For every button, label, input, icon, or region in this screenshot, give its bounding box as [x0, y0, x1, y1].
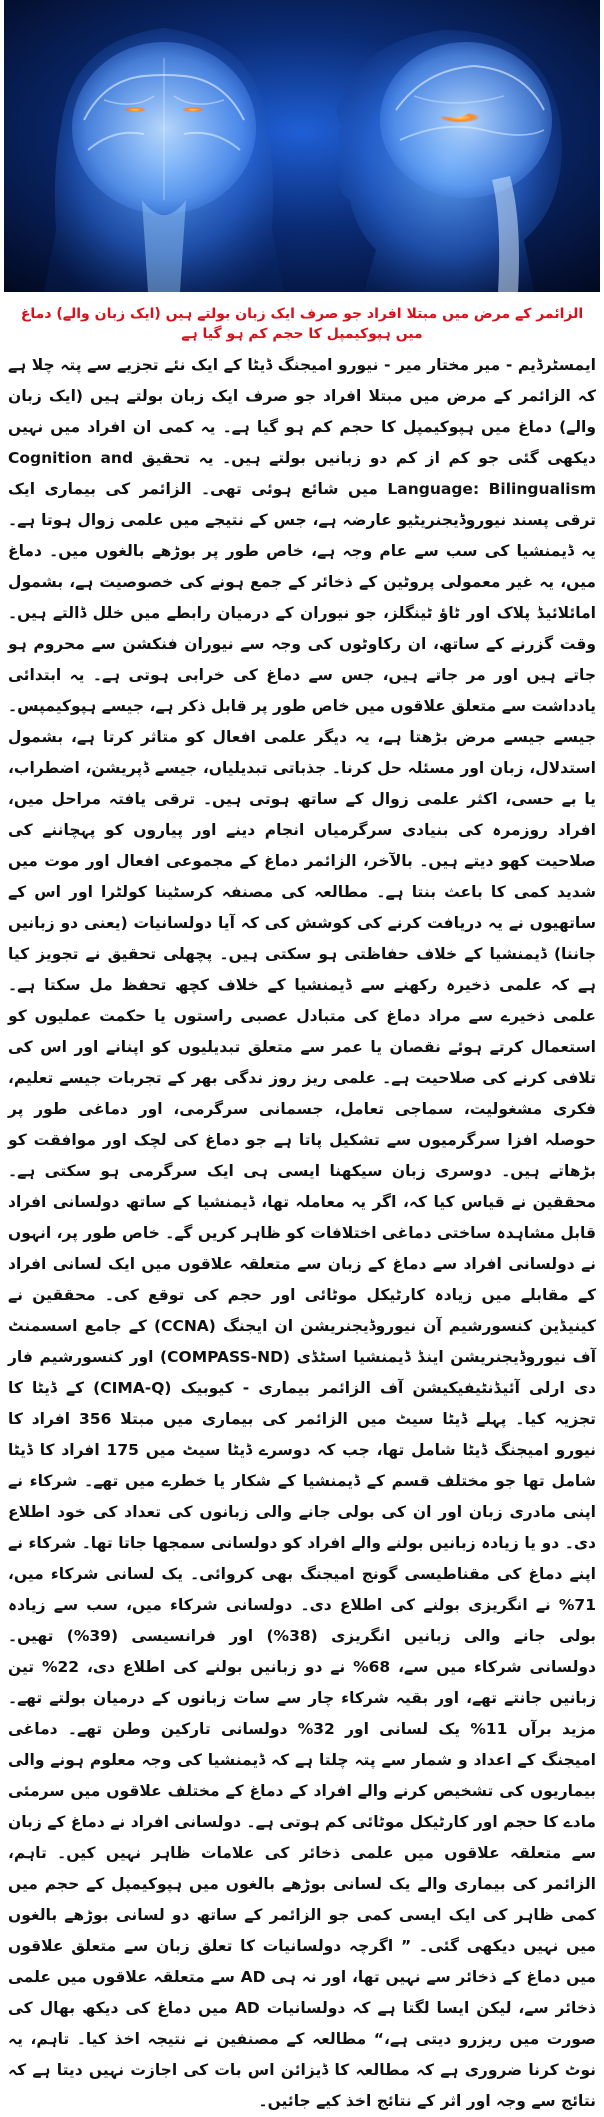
article-body — [8, 350, 597, 2110]
brain-illustration — [4, 0, 600, 292]
article-headline: الزائمر کے مرض میں مبتلا افراد جو صرف ایک زبان بولتے ہیں (ایک زبان والے) دماغ میں ہپوکیمپل کا حجم کم ہو گیا ہے — [20, 306, 584, 342]
brain-illustration-graphic — [4, 0, 600, 292]
article-body-text: ایمسٹرڈیم - میر مختار میر - نیورو امیجنگ ڈیٹا کے ایک نئے تجزیے سے پتہ چلا ہے کہ الزائمر کے مرض میں مبتلا افراد جو صرف ایک زبان بولتے ہیں (ایک زبان والے) دماغ میں ہپوکیمپل کا حجم کم ہو گیا ہے۔ یہ کمی ان افراد میں نہیں دیکھی گئی جو کم از کم دو زبانیں بولتے ہیں۔ یہ تحقیق Cognition and Language: Bilingualism میں شائع ہوئی تھی۔ الزائمر کی بیماری ایک ترقی پسند نیوروڈیجنریٹیو عارضہ ہے، جس کے نتیجے میں علمی زوال ہوتا ہے۔ یہ ڈیمنشیا کی سب سے عام وجہ ہے، خاص طور پر بوڑھے بالغوں میں۔ دماغ میں، یہ غیر معمولی پروٹین کے ذخائر کے جمع ہونے کی خصوصیت ہے، بشمول امائلائیڈ پلاک اور ٹاؤ ٹینگلز، جو نیوران کے درمیان رابطے میں خلل ڈالتے ہیں۔ وقت گزرنے کے ساتھ، ان رکاوٹوں کی وجہ سے نیوران فنکشن سے محروم ہو جاتے ہیں اور مر جاتے ہیں، جس سے دماغ کی خرابی ہوتی ہے۔ یہ ابتدائی یادداشت سے متعلق علاقوں میں خاص طور پر قابل ذکر ہے، جیسے ہپوکیمپس۔ جیسے جیسے مرض بڑھتا ہے، یہ دیگر علمی افعال کو متاثر کرتا ہے، بشمول استدلال، زبان اور مسئلہ حل کرنا۔ جذباتی تبدیلیاں، جیسے ڈپریشن، اضطراب، یا بے حسی، اکثر علمی زوال کے ساتھ ہوتی ہیں۔ ترقی یافتہ مراحل میں، افراد روزمرہ کی بنیادی سرگرمیاں انجام دینے اور پیاروں کو پہچاننے کی صلاحیت کھو دیتے ہیں۔ بالآخر، الزائمر دماغ کے مجموعی افعال اور موت میں شدید کمی کا باعث بنتا ہے۔ مطالعہ کی مصنفہ کرسٹینا کولٹرا اور اس کے ساتھیوں نے یہ دریافت کرنے کی کوشش کی کہ آیا دولسانیات (یعنی دو زبانیں جاننا) ڈیمنشیا کے خلاف حفاظتی ہو سکتی ہیں۔ پچھلی تحقیق نے تجویز کیا ہے کہ علمی ذخیرہ رکھنے سے ڈیمنشیا کے خلاف کچھ تحفظ مل سکتا ہے۔ علمی ذخیرے سے مراد دماغ کی متبادل عصبی راستوں یا حکمت عملیوں کو استعمال کرتے ہوئے نقصان یا عمر سے متعلق تبدیلیوں کو اپنانے اور اس کی تلافی کرنے کی صلاحیت ہے۔ علمی ریز روز ندگی بھر کے تجربات جیسے تعلیم، فکری مشغولیت، سماجی تعامل، جسمانی سرگرمی، اور دماغی طور پر حوصلہ افزا سرگرمیوں سے تشکیل پاتا ہے جو دماغ کی لچک اور موافقت کو بڑھاتے ہیں۔ دوسری زبان سیکھنا ایسی ہی ایک سرگرمی ہو سکتی ہے۔ محققین نے قیاس کیا کہ، اگر یہ معاملہ تھا، ڈیمنشیا کے ساتھ دولسانی افراد قابل مشاہدہ ساختی دماغی اختلافات کو ظاہر کریں گے۔ خاص طور پر، انہوں نے دولسانی افراد سے دماغ کے زبان سے متعلقہ علاقوں میں ایک لسانی افراد کے مقابلے میں زیادہ کارٹیکل موٹائی اور حجم کی توقع کی۔ محققین نے کینیڈین کنسورشیم آن نیوروڈیجنریشن ان ایجنگ (CCNA) کے جامع اسسمنٹ آف نیوروڈیجنریشن اینڈ ڈیمنشیا اسٹڈی (COMPASS-ND) اور کنسورشیم فار دی ارلی آئیڈنٹیفیکیشن آف الزائمر بیماری - کیوبیک (CIMA-Q) کے ڈیٹا کا تجزیہ کیا۔ پہلے ڈیٹا سیٹ میں الزائمر کی بیماری میں مبتلا 356 افراد کا نیورو امیجنگ ڈیٹا شامل تھا، جب کہ دوسرے ڈیٹا سیٹ میں 175 افراد کا ڈیٹا شامل تھا جو مختلف قسم کے ڈیمنشیا کے شکار یا خطرے میں تھے۔ شرکاء نے اپنی مادری زبان اور ان کی بولی جانے والی زبانوں کی تعداد کی خود اطلاع دی۔ دو یا زیادہ زبانیں بولنے والے افراد کو دولسانی سمجھا جاتا تھا۔ شرکاء نے اپنے دماغ کی مقناطیسی گونج امیجنگ بھی کروائی۔ یک لسانی شرکاء میں، 71% نے انگریزی بولنے کی اطلاع دی۔ دولسانی شرکاء میں، سب سے زیادہ بولی جانے والی زبانیں انگریزی (38%) اور فرانسیسی (39%) تھیں۔ دولسانی شرکاء میں سے، 68% نے دو زبانیں بولنے کی اطلاع دی، 22% تین زبانیں جانتے تھے، اور بقیہ شرکاء چار سے سات زبانوں کے درمیان بولتے تھے۔ مزید برآں 11% یک لسانی اور 32% دولسانی تارکین وطن تھے۔ دماغی امیجنگ کے اعداد و شمار سے پتہ چلتا ہے کہ ڈیمنشیا کی وجہ معلوم ہونے والی بیماریوں کی تشخیص کرنے والے افراد کے دماغ کے مختلف علاقوں میں سرمئی مادے کا حجم اور کارٹیکل موٹائی کم ہوتی ہے۔ دولسانی افراد نے دماغ کے زبان سے متعلقہ علاقوں میں علمی ذخائر کی علامات ظاہر نہیں کیں۔ تاہم، الزائمر کی بیماری والے یک لسانی بوڑھے بالغوں میں ہپوکیمپل کے حجم میں کمی ظاہر کی ایک ایسی کمی جو الزائمر کے ساتھ دو لسانی بوڑھے بالغوں میں نہیں دیکھی گئی۔ ” اگرچہ دولسانیات کا تعلق زبان سے متعلق علاقوں میں دماغ کے ذخائر سے نہیں تھا، اور نہ ہی AD سے متعلقہ علاقوں میں علمی ذخائر سے، لیکن ایسا لگتا ہے کہ دولسانیات AD میں دماغ کی دیکھ بھال کی صورت میں ریزرو دیتی ہے،“ مطالعہ کے مصنفین نے نتیجہ اخذ کیا۔ تاہم، یہ نوٹ کرنا ضروری ہے کہ مطالعہ کا ڈیزائن اس بات کی اجازت نہیں دیتا ہے کہ نتائج سے وجہ اور اثر کے نتائج اخذ کیے جائیں۔ — [8, 356, 597, 2110]
